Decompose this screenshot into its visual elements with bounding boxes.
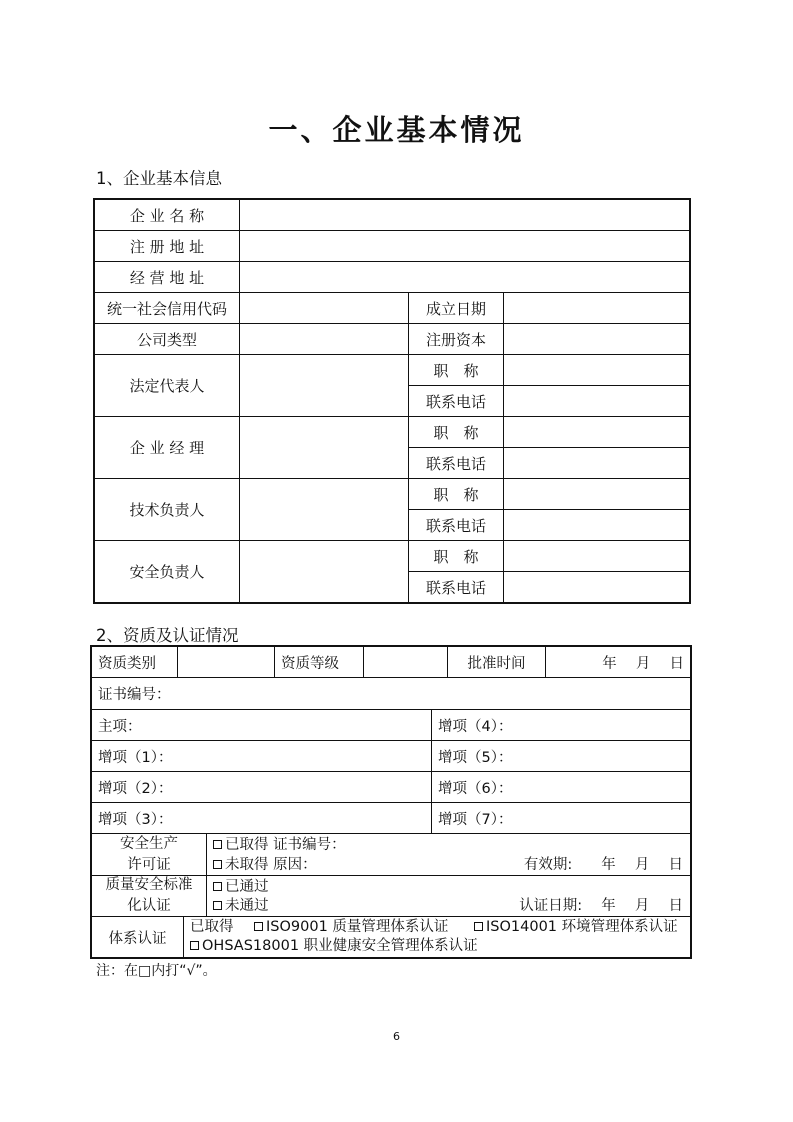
credit-code-field[interactable]	[240, 293, 409, 324]
section-1-title: 1、企业基本信息	[96, 169, 222, 188]
iso14001-option[interactable]	[474, 918, 678, 936]
tech-lead-label: 技术负责人	[95, 479, 240, 541]
page-number: 6	[393, 1030, 400, 1043]
manager-phone-label: 联系电话	[409, 448, 504, 479]
basic-info-table	[93, 198, 691, 604]
credit-code-label: 统一社会信用代码	[95, 293, 240, 324]
safety-permit-options	[207, 834, 690, 876]
reg-address-label: 注 册 地 址	[95, 231, 240, 262]
legal-rep-phone-field[interactable]	[504, 386, 691, 417]
ohsas18001-text: OHSAS18001 职业健康安全管理体系认证	[202, 938, 478, 954]
company-name-label: 企 业 名 称	[95, 200, 240, 231]
system-cert-label: 体系认证	[92, 917, 184, 957]
iso9001-option[interactable]	[254, 918, 448, 936]
tech-lead-title-field[interactable]	[504, 479, 691, 510]
manager-label: 企 业 经 理	[95, 417, 240, 479]
quality-standard-options	[207, 876, 690, 917]
reg-address-field[interactable]	[240, 231, 691, 262]
manager-name-field[interactable]	[240, 417, 409, 479]
founded-date-field[interactable]	[504, 293, 691, 324]
tech-lead-phone-label: 联系电话	[409, 510, 504, 541]
add-item-6-field[interactable]: 增项（6）：	[432, 772, 690, 803]
add-item-7-field[interactable]: 增项（7）：	[432, 803, 690, 834]
legal-rep-title-label: 职 称	[409, 355, 504, 386]
main-item-field[interactable]: 主项：	[92, 710, 432, 741]
quality-standard-label-line-1: 质量安全标准	[105, 877, 193, 893]
safety-valid-date[interactable]: 有效期: 年 月 日	[523, 857, 683, 873]
checkbox-icon[interactable]	[213, 860, 222, 869]
approval-date-field[interactable]: 年 月 日	[546, 647, 690, 678]
safety-obtained-option[interactable]	[213, 836, 346, 854]
add-item-4-field[interactable]: 增项（4）：	[432, 710, 690, 741]
op-address-field[interactable]	[240, 262, 691, 293]
tech-lead-phone-field[interactable]	[504, 510, 691, 541]
quality-passed-text: 已通过	[225, 879, 269, 895]
legal-rep-name-field[interactable]	[240, 355, 409, 417]
safety-lead-title-field[interactable]	[504, 541, 691, 572]
legal-rep-label: 法定代表人	[95, 355, 240, 417]
safety-permit-label-line-2: 许可证	[127, 856, 171, 873]
quality-not-passed-option[interactable]	[213, 897, 269, 915]
tech-lead-title-label: 职 称	[409, 479, 504, 510]
system-obtained-text: 已取得	[190, 919, 234, 935]
safety-lead-name-field[interactable]	[240, 541, 409, 602]
qual-level-field[interactable]	[364, 647, 448, 678]
manager-title-label: 职 称	[409, 417, 504, 448]
safety-not-obtained-text: 未取得 原因：	[225, 857, 317, 873]
safety-permit-label	[92, 834, 207, 876]
checkbox-icon[interactable]	[213, 840, 222, 849]
checkbox-icon[interactable]	[213, 901, 222, 910]
safety-lead-label: 安全负责人	[95, 541, 240, 602]
legal-rep-title-field[interactable]	[504, 355, 691, 386]
add-item-3-field[interactable]: 增项（3）：	[92, 803, 432, 834]
checkbox-icon[interactable]	[213, 882, 222, 891]
cert-number-field[interactable]: 证书编号：	[92, 678, 690, 710]
qual-type-label: 资质类别	[92, 647, 178, 678]
founded-date-label: 成立日期	[409, 293, 504, 324]
checkbox-note: 注：在□内打“√”。	[96, 963, 217, 979]
system-cert-options	[184, 917, 690, 957]
quality-standard-label-line-2: 化认证	[127, 898, 171, 914]
checkbox-icon[interactable]	[254, 922, 263, 931]
iso9001-text: ISO9001 质量管理体系认证	[266, 919, 449, 935]
reg-capital-label: 注册资本	[409, 324, 504, 355]
company-name-field[interactable]	[240, 200, 691, 231]
qual-type-field[interactable]	[178, 647, 275, 678]
page-title: 一、企业基本情况	[268, 113, 525, 147]
quality-standard-label	[92, 876, 207, 917]
safety-lead-phone-field[interactable]	[504, 572, 691, 602]
safety-lead-phone-label: 联系电话	[409, 572, 504, 602]
safety-permit-label-line-1: 安全生产	[120, 835, 178, 852]
checkbox-icon[interactable]	[190, 941, 199, 950]
section-2-title: 2、资质及认证情况	[96, 626, 239, 645]
legal-rep-phone-label: 联系电话	[409, 386, 504, 417]
safety-not-obtained-option[interactable]	[213, 856, 317, 874]
tech-lead-name-field[interactable]	[240, 479, 409, 541]
safety-lead-title-label: 职 称	[409, 541, 504, 572]
manager-title-field[interactable]	[504, 417, 691, 448]
op-address-label: 经 营 地 址	[95, 262, 240, 293]
quality-not-passed-text: 未通过	[225, 898, 269, 914]
company-type-label: 公司类型	[95, 324, 240, 355]
approval-time-label: 批准时间	[448, 647, 546, 678]
qualification-table	[90, 645, 692, 959]
add-item-5-field[interactable]: 增项（5）：	[432, 741, 690, 772]
manager-phone-field[interactable]	[504, 448, 691, 479]
safety-obtained-text: 已取得 证书编号：	[225, 837, 346, 853]
add-item-1-field[interactable]: 增项（1）：	[92, 741, 432, 772]
add-item-2-field[interactable]: 增项（2）：	[92, 772, 432, 803]
company-type-field[interactable]	[240, 324, 409, 355]
qual-level-label: 资质等级	[275, 647, 364, 678]
checkbox-icon[interactable]	[474, 922, 483, 931]
reg-capital-field[interactable]	[504, 324, 691, 355]
iso14001-text: ISO14001 环境管理体系认证	[486, 919, 678, 935]
quality-cert-date[interactable]: 认证日期: 年 月 日	[519, 898, 683, 914]
ohsas18001-option[interactable]	[190, 937, 478, 955]
quality-passed-option[interactable]	[213, 878, 269, 896]
